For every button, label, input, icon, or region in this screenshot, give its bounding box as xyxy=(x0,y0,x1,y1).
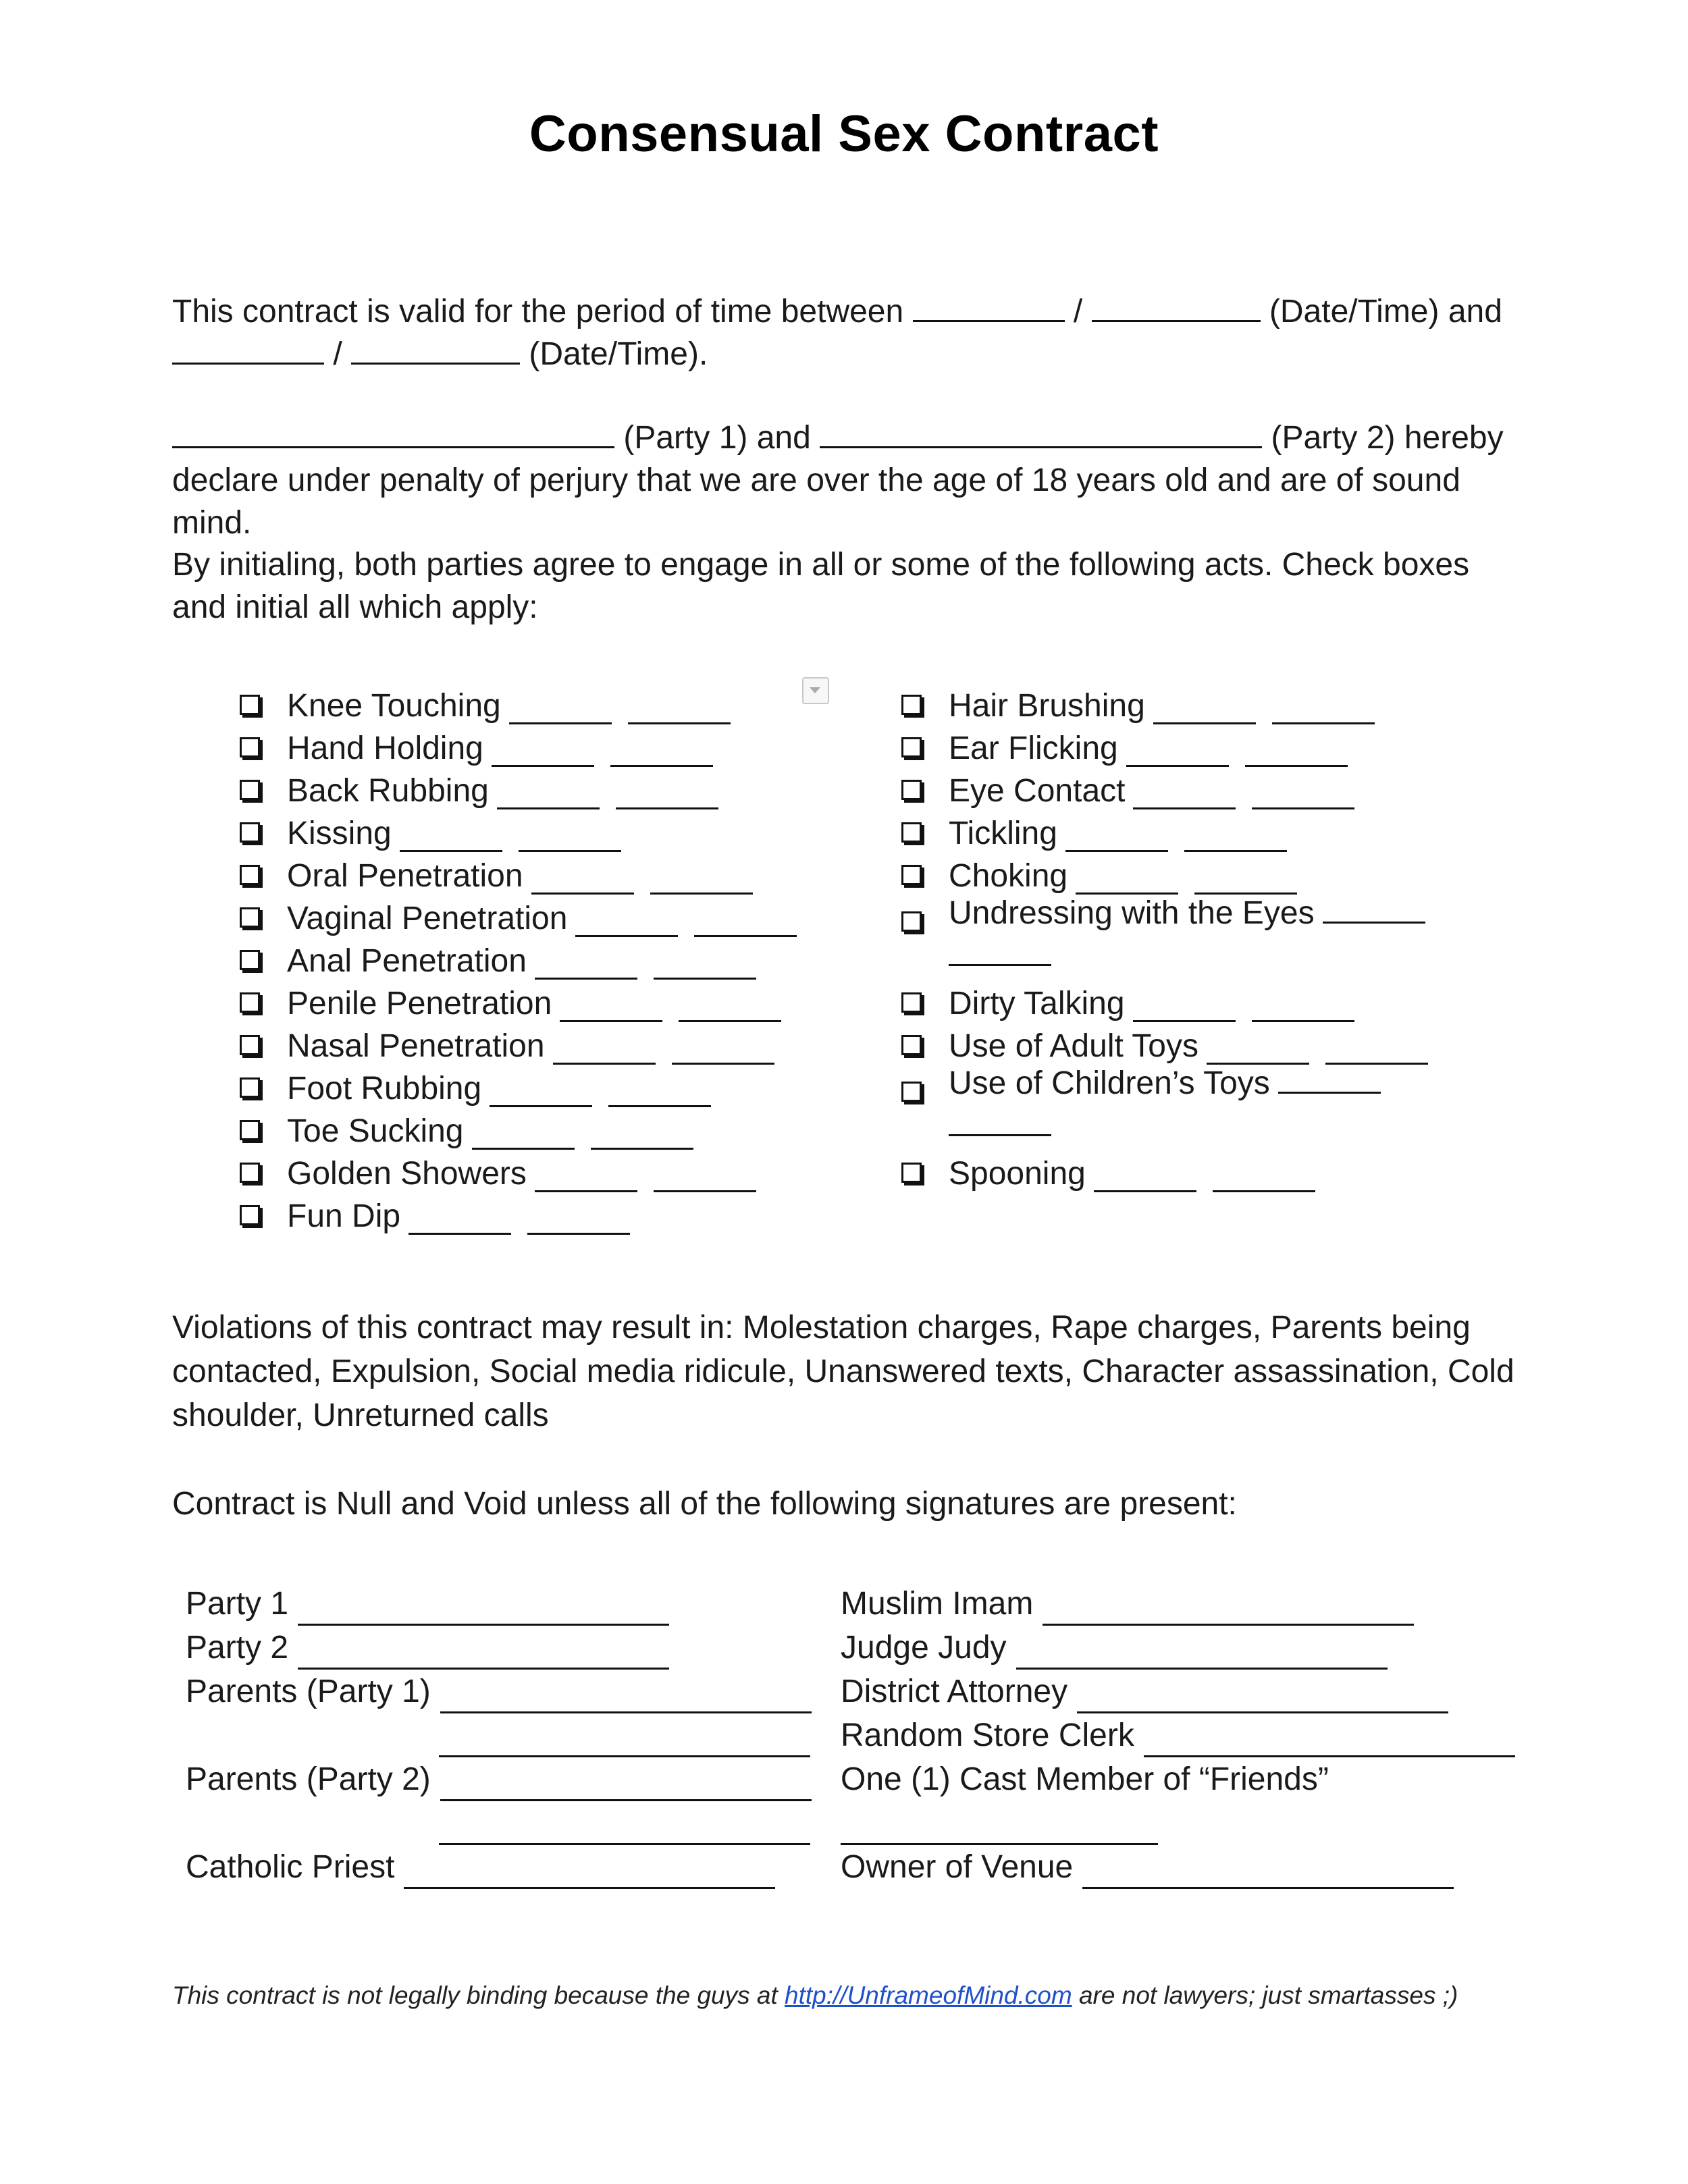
list-item: Dirty Talking xyxy=(901,980,1428,1022)
start-date-field[interactable] xyxy=(913,293,1065,322)
checkbox[interactable] xyxy=(240,907,260,928)
initials-field[interactable] xyxy=(1126,738,1229,767)
validity-paragraph xyxy=(172,290,1523,375)
initials-field[interactable] xyxy=(1094,1163,1196,1192)
initials-field[interactable] xyxy=(650,865,753,895)
initials-field[interactable] xyxy=(1213,1163,1315,1192)
list-item: Oral Penetration xyxy=(240,852,797,895)
list-item: Knee Touching xyxy=(240,682,797,724)
dropdown-arrow-icon[interactable] xyxy=(802,677,829,704)
signature-row: Parents (Party 2) xyxy=(186,1757,812,1801)
initials-field[interactable] xyxy=(1323,895,1425,924)
initials-field[interactable] xyxy=(553,1036,656,1065)
signature-row: District Attorney xyxy=(841,1670,1515,1713)
checkbox[interactable] xyxy=(901,780,922,800)
initials-field[interactable] xyxy=(1133,780,1236,809)
initials-field[interactable] xyxy=(694,908,797,937)
checkbox[interactable] xyxy=(240,992,260,1013)
signature-row xyxy=(186,1713,812,1757)
validity-slash-1: / xyxy=(1073,294,1083,329)
checkbox[interactable] xyxy=(240,737,260,757)
party1-name-field[interactable] xyxy=(172,419,614,448)
signature-line[interactable] xyxy=(439,1728,810,1757)
validity-datetime-label: (Date/Time) and xyxy=(1269,294,1502,329)
initials-field[interactable] xyxy=(1194,865,1297,895)
initials-field[interactable] xyxy=(949,937,1051,966)
party2-label: (Party 2) hereby xyxy=(1271,420,1504,456)
validity-prefix: This contract is valid for the period of time between xyxy=(172,294,904,329)
declaration-text: declare under penalty of perjury that we are over the age of 18 years old and are of sound mind. xyxy=(172,462,1460,541)
initials-field[interactable] xyxy=(679,993,781,1022)
list-item: Eye Contact xyxy=(901,767,1428,809)
checkbox[interactable] xyxy=(240,865,260,885)
initials-field[interactable] xyxy=(654,951,756,980)
initials-field[interactable] xyxy=(1133,993,1236,1022)
signatures-right xyxy=(841,1582,1515,1889)
signature-row: Owner of Venue xyxy=(841,1845,1515,1889)
list-item: Foot Rubbing xyxy=(240,1065,797,1107)
initials-field[interactable] xyxy=(610,738,713,767)
signature-line[interactable] xyxy=(1016,1641,1388,1670)
start-time-field[interactable] xyxy=(1092,293,1261,322)
initials-field[interactable] xyxy=(535,951,637,980)
initials-field[interactable] xyxy=(1252,780,1354,809)
initials-field[interactable] xyxy=(575,908,678,937)
initials-field[interactable] xyxy=(535,1163,637,1192)
checkbox[interactable] xyxy=(240,1035,260,1055)
signature-line[interactable] xyxy=(440,1772,812,1801)
signature-line[interactable] xyxy=(1144,1728,1515,1757)
list-item: Choking xyxy=(901,852,1428,895)
initials-field[interactable] xyxy=(400,823,502,852)
signature-row xyxy=(186,1801,812,1845)
signature-row: Party 2 xyxy=(186,1626,812,1670)
initials-field[interactable] xyxy=(509,695,612,724)
checkbox[interactable] xyxy=(240,780,260,800)
signature-line[interactable] xyxy=(298,1641,669,1670)
party2-name-field[interactable] xyxy=(820,419,1262,448)
initials-field[interactable] xyxy=(1207,1036,1309,1065)
list-item: Spooning xyxy=(901,1150,1428,1192)
list-item: Use of Children’s Toys xyxy=(901,1065,1428,1150)
checkbox[interactable] xyxy=(240,822,260,843)
checkbox[interactable] xyxy=(901,695,922,715)
parties-paragraph xyxy=(172,417,1523,544)
checkbox[interactable] xyxy=(901,992,922,1013)
list-item: Anal Penetration xyxy=(240,937,797,980)
signature-line[interactable] xyxy=(439,1816,810,1845)
initials-field[interactable] xyxy=(490,1078,592,1107)
initials-field[interactable] xyxy=(672,1036,774,1065)
checkbox[interactable] xyxy=(901,911,922,932)
initials-field[interactable] xyxy=(591,1121,693,1150)
signature-row: Random Store Clerk xyxy=(841,1713,1515,1757)
signature-line[interactable] xyxy=(298,1597,669,1626)
checkbox[interactable] xyxy=(240,1077,260,1098)
checkbox[interactable] xyxy=(901,1035,922,1055)
checkbox[interactable] xyxy=(240,1205,260,1225)
checkbox[interactable] xyxy=(901,822,922,843)
signature-line[interactable] xyxy=(841,1816,1158,1845)
list-item: Tickling xyxy=(901,809,1428,852)
signature-line[interactable] xyxy=(1077,1684,1448,1713)
initials-field[interactable] xyxy=(1065,823,1168,852)
initials-field[interactable] xyxy=(1076,865,1178,895)
acts-list-right xyxy=(901,682,1428,1192)
signature-line[interactable] xyxy=(404,1860,775,1889)
signature-row: Catholic Priest xyxy=(186,1845,812,1889)
checkbox[interactable] xyxy=(240,1163,260,1183)
list-item: Ear Flicking xyxy=(901,724,1428,767)
signature-line[interactable] xyxy=(440,1684,812,1713)
initials-field[interactable] xyxy=(492,738,594,767)
signature-row xyxy=(841,1801,1515,1845)
initials-field[interactable] xyxy=(616,780,718,809)
signature-row: Judge Judy xyxy=(841,1626,1515,1670)
initials-field[interactable] xyxy=(531,865,634,895)
list-item: Back Rubbing xyxy=(240,767,797,809)
initials-field[interactable] xyxy=(408,1206,511,1235)
initials-field[interactable] xyxy=(1278,1065,1381,1094)
acts-list-left xyxy=(240,682,797,1235)
initials-field[interactable] xyxy=(527,1206,630,1235)
initials-field[interactable] xyxy=(1245,738,1348,767)
initials-field[interactable] xyxy=(1153,695,1256,724)
list-item: Hair Brushing xyxy=(901,682,1428,724)
checkbox[interactable] xyxy=(240,695,260,715)
validity-datetime-end: (Date/Time). xyxy=(529,336,708,372)
end-time-field[interactable] xyxy=(351,336,520,365)
signature-line[interactable] xyxy=(1043,1597,1414,1626)
list-item: Hand Holding xyxy=(240,724,797,767)
initials-field[interactable] xyxy=(654,1163,756,1192)
list-item: Penile Penetration xyxy=(240,980,797,1022)
signatures-left xyxy=(186,1582,812,1889)
checkbox[interactable] xyxy=(901,737,922,757)
list-item: Kissing xyxy=(240,809,797,852)
list-item: Use of Adult Toys xyxy=(901,1022,1428,1065)
initials-field[interactable] xyxy=(1325,1036,1428,1065)
checkbox[interactable] xyxy=(901,865,922,885)
initials-field[interactable] xyxy=(560,993,662,1022)
initials-field[interactable] xyxy=(1272,695,1375,724)
initials-field[interactable] xyxy=(472,1121,575,1150)
null-void-paragraph: Contract is Null and Void unless all of the following signatures are present: xyxy=(172,1486,1237,1522)
list-item: Fun Dip xyxy=(240,1192,797,1235)
initials-field[interactable] xyxy=(949,1107,1051,1136)
initialing-instructions: By initialing, both parties agree to engage in all or some of the following acts. Check boxes and initial all which apply: xyxy=(172,547,1470,625)
signature-row: Party 1 xyxy=(186,1582,812,1626)
violations-paragraph: Violations of this contract may result in: Molestation charges, Rape charges, Parents being contacted, Expulsion, Social media ridicule, Unanswered texts, Character assassination, Cold shoulder, Unreturned calls xyxy=(172,1310,1514,1433)
initials-field[interactable] xyxy=(628,695,731,724)
list-item: Undressing with the Eyes xyxy=(901,895,1428,980)
checkbox[interactable] xyxy=(240,1120,260,1140)
checkbox[interactable] xyxy=(901,1163,922,1183)
footer-disclaimer: This contract is not legally binding because the guys at http://UnframeofMind.com are not lawyers; just smartasses ;) xyxy=(172,1981,1458,2009)
list-item: Vaginal Penetration xyxy=(240,895,797,937)
signature-line[interactable] xyxy=(1082,1860,1454,1889)
signature-row: One (1) Cast Member of “Friends” xyxy=(841,1761,1329,1797)
initials-field[interactable] xyxy=(1184,823,1287,852)
list-item: Golden Showers xyxy=(240,1150,797,1192)
end-date-field[interactable] xyxy=(172,336,324,365)
checkbox[interactable] xyxy=(240,950,260,970)
initials-field[interactable] xyxy=(1252,993,1354,1022)
initials-field[interactable] xyxy=(519,823,621,852)
validity-slash-2: / xyxy=(333,336,342,372)
website-link[interactable]: http://UnframeofMind.com xyxy=(785,1981,1072,2009)
list-item: Nasal Penetration xyxy=(240,1022,797,1065)
checkbox[interactable] xyxy=(901,1082,922,1102)
initials-field[interactable] xyxy=(497,780,600,809)
initials-field[interactable] xyxy=(608,1078,711,1107)
document-title: Consensual Sex Contract xyxy=(529,105,1159,163)
list-item: Toe Sucking xyxy=(240,1107,797,1150)
signature-row: Parents (Party 1) xyxy=(186,1670,812,1713)
party1-label: (Party 1) and xyxy=(623,420,811,456)
signature-row: Muslim Imam xyxy=(841,1582,1515,1626)
